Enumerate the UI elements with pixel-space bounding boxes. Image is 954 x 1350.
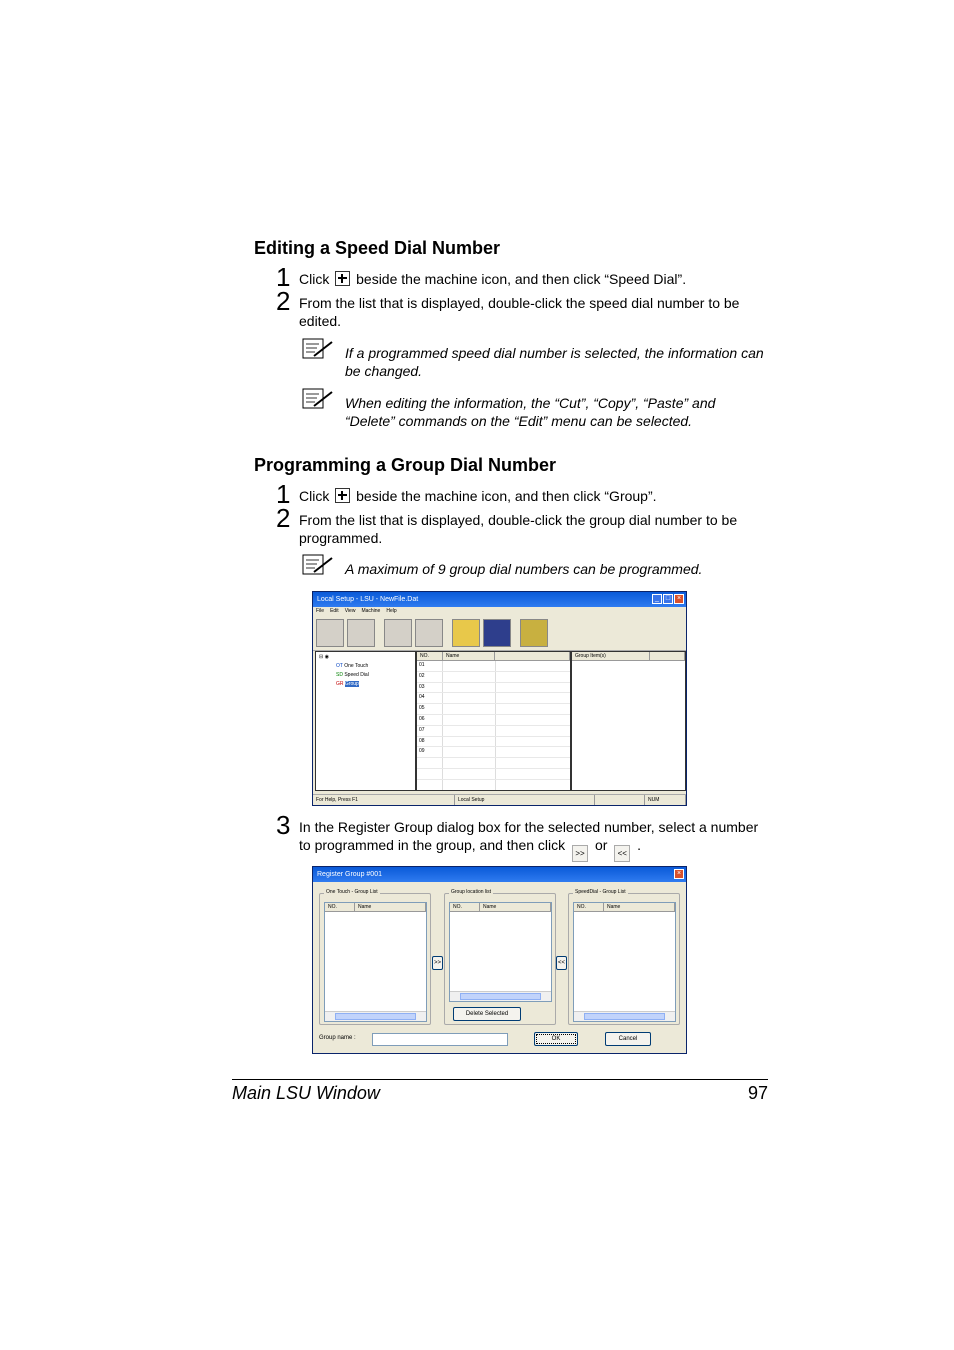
delete-selected-button: Delete Selected [453,1007,521,1021]
menu-view: View [344,608,356,614]
menu-file: File [316,608,325,614]
list-row-number: 03 [417,683,443,693]
step-text-line: In the Register Group dialog box for the selected number, select a number [299,819,759,835]
close-icon: × [674,869,684,879]
local-setup-window-screenshot [312,591,687,806]
toolbar [313,616,686,651]
transfer-out-icon [384,619,412,647]
group-name-label: Group name : [319,1035,356,1041]
note-text: A maximum of 9 group dial numbers can be programmed. [345,561,703,577]
note-pencil-icon [302,388,334,410]
note-text: When editing the information, the “Cut”, “Copy”, “Paste” and “Delete” commands on the “Edit” menu can be selected. [345,395,716,429]
tree-item-speed-dial: SD Speed Dial [336,672,369,678]
close-icon: × [674,594,684,604]
menu-help: Help [386,608,397,614]
open-folder-icon [452,619,480,647]
ok-button: OK [534,1032,578,1046]
step-text: From the list that is displayed, double-click the speed dial number to be edited. [299,295,740,329]
exit-icon [520,619,548,647]
tree-item-group: GR Group [336,681,359,687]
remove-arrow-icon: << [614,845,630,862]
step-text-post: beside the machine icon, and then click “Speed Dial”. [356,271,687,287]
list-row-number: 07 [417,726,443,736]
note-text: If a programmed speed dial number is selected, the information can be changed. [345,345,764,379]
one-touch-list: NO. Name [324,902,427,1022]
menu-machine: Machine [361,608,381,614]
remove-button: << [556,956,567,970]
footer-title: Main LSU Window [232,1083,380,1103]
group-location-box: Group location list NO. Name Delete Selected [444,893,556,1025]
add-arrow-icon: >> [572,845,588,862]
list-row-number: 09 [417,747,443,757]
machine-write-icon [347,619,375,647]
group-items-pane: Group Item(s) [571,651,686,791]
step-number: 3 [276,810,291,840]
dialog-title: Register Group #001 [317,871,382,878]
step-text [299,270,769,288]
step-number: 1 [276,262,291,292]
window-titlebar [313,592,686,607]
transfer-in-icon [415,619,443,647]
step-number: 1 [276,479,291,509]
menu-edit: Edit [330,608,339,614]
group-location-list: NO. Name [449,902,552,1002]
dialog-titlebar [313,867,686,882]
tree-root: ⊟ ◉ [319,654,329,660]
note-pencil-icon [302,554,334,576]
tree-item-one-touch: OT One Touch [336,663,369,669]
add-button: >> [432,956,443,970]
list-row-number: 01 [417,661,443,671]
number-list-pane: NO. Name 01 02 03 04 05 06 07 08 09 [416,651,571,791]
minimize-icon: _ [652,594,662,604]
step-text-line: to programmed in the group, and then click >> or << . [299,836,779,862]
speed-dial-group-box: SpeedDial - Group List NO. Name [568,893,680,1025]
plus-icon [335,488,350,503]
speed-dial-list: NO. Name [573,902,676,1022]
list-row-number: 06 [417,715,443,725]
step-text [299,487,769,505]
section-title-editing: Editing a Speed Dial Number [254,238,501,258]
list-row-number: 08 [417,737,443,747]
save-icon [483,619,511,647]
one-touch-group-box: One Touch - Group List NO. Name [319,893,431,1025]
register-group-dialog-screenshot [312,866,687,1054]
maximize-icon: □ [663,594,673,604]
list-row-number: 04 [417,693,443,703]
step-text-pre: Click [299,488,330,504]
machine-read-icon [316,619,344,647]
group-name-input [372,1033,508,1046]
menu-bar [313,607,686,616]
footer-rule [232,1079,768,1080]
step-text: From the list that is displayed, double-click the group dial number to be programmed. [299,512,738,546]
page-number: 97 [747,1083,768,1103]
step-text [299,818,779,862]
section-title-programming: Programming a Group Dial Number [254,455,557,475]
cancel-button: Cancel [605,1032,651,1046]
note-pencil-icon [302,338,334,360]
status-bar: For Help, Press F1 Local Setup NUM [313,794,686,805]
plus-icon [335,271,350,286]
step-text-pre: Click [299,271,330,287]
step-number: 2 [276,503,291,533]
step-text-post: beside the machine icon, and then click “Group”. [356,488,657,504]
step-number: 2 [276,286,291,316]
tree-pane [315,651,416,791]
list-row-number: 02 [417,672,443,682]
window-title: Local Setup - LSU - NewFile.Dat [317,596,419,603]
list-row-number: 05 [417,704,443,714]
